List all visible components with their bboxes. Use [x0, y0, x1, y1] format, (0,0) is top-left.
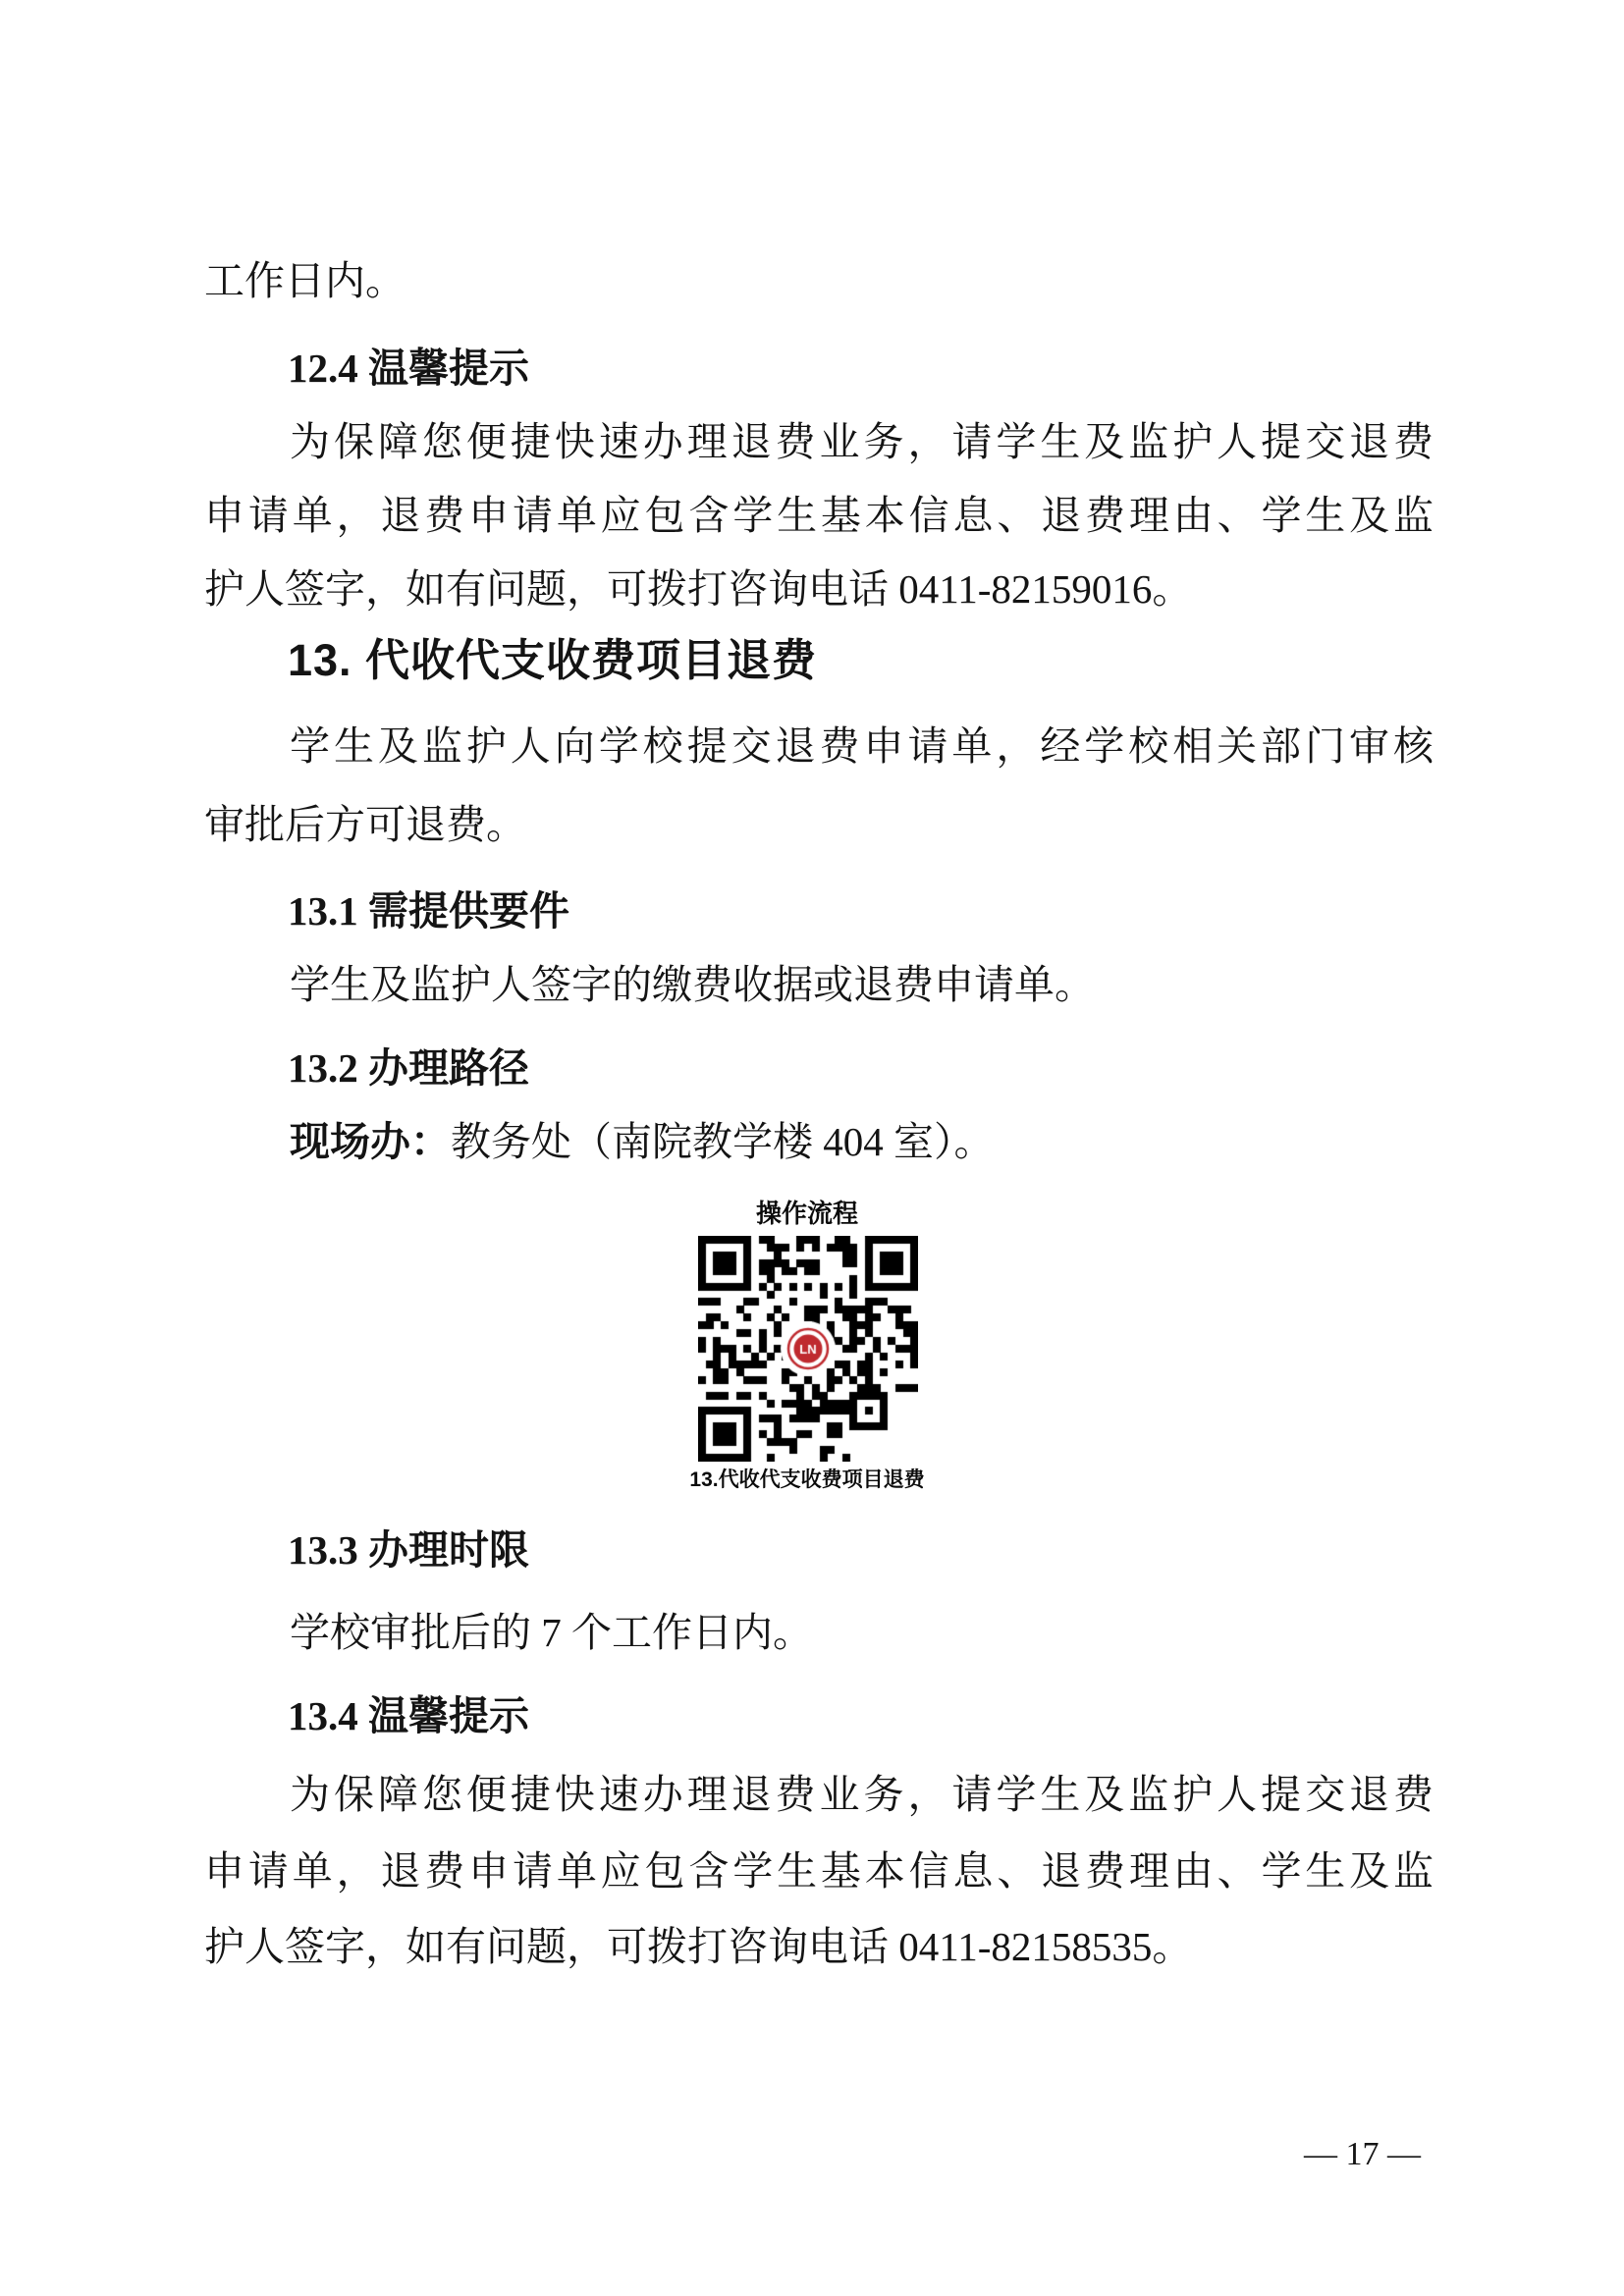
section-heading-13-3: 13.3 办理时限 [288, 1527, 529, 1573]
qr-caption: 13.代收代支收费项目退费 [689, 1468, 925, 1491]
paragraph-line: 学生及监护人签字的缴费收据或退费申请单。 [290, 962, 1095, 1007]
page-number: — 17 — [1304, 2136, 1421, 2172]
onsite-value: 教务处（南院教学楼 404 室）。 [451, 1119, 995, 1164]
paragraph-line: 为保障您便捷快速办理退费业务，请学生及监护人提交退费 [290, 419, 1434, 464]
onsite-label: 现场办： [290, 1119, 451, 1164]
paragraph-line: 申请单，退费申请单应包含学生基本信息、退费理由、学生及监 [204, 493, 1434, 538]
paragraph-line-phone: 护人签字，如有问题，可拨打咨询电话 0411-82159016。 [204, 566, 1193, 612]
qr-title: 操作流程 [755, 1199, 858, 1228]
paragraph-line: 学校审批后的 7 个工作日内。 [290, 1610, 813, 1655]
section-heading-13-1: 13.1 需提供要件 [288, 888, 569, 934]
section-heading-12-4: 12.4 温馨提示 [288, 346, 529, 391]
paragraph-line: 为保障您便捷快速办理退费业务，请学生及监护人提交退费 [290, 1772, 1434, 1817]
onsite-line [290, 1104, 995, 1179]
section-heading-13-4: 13.4 温馨提示 [288, 1693, 529, 1738]
paragraph-line: 申请单，退费申请单应包含学生基本信息、退费理由、学生及监 [204, 1848, 1434, 1894]
paragraph-line: 工作日内。 [204, 258, 406, 303]
paragraph-line: 审批后方可退费。 [204, 802, 526, 847]
qr-code [698, 1236, 918, 1462]
section-heading-13-2: 13.2 办理路径 [288, 1045, 529, 1091]
paragraph-line: 学生及监护人向学校提交退费申请单，经学校相关部门审核 [290, 723, 1434, 769]
paragraph-line-phone: 护人签字，如有问题，可拨打咨询电话 0411-82158535。 [204, 1924, 1193, 1969]
section-heading-13: 13. 代收代支收费项目退费 [288, 635, 818, 685]
